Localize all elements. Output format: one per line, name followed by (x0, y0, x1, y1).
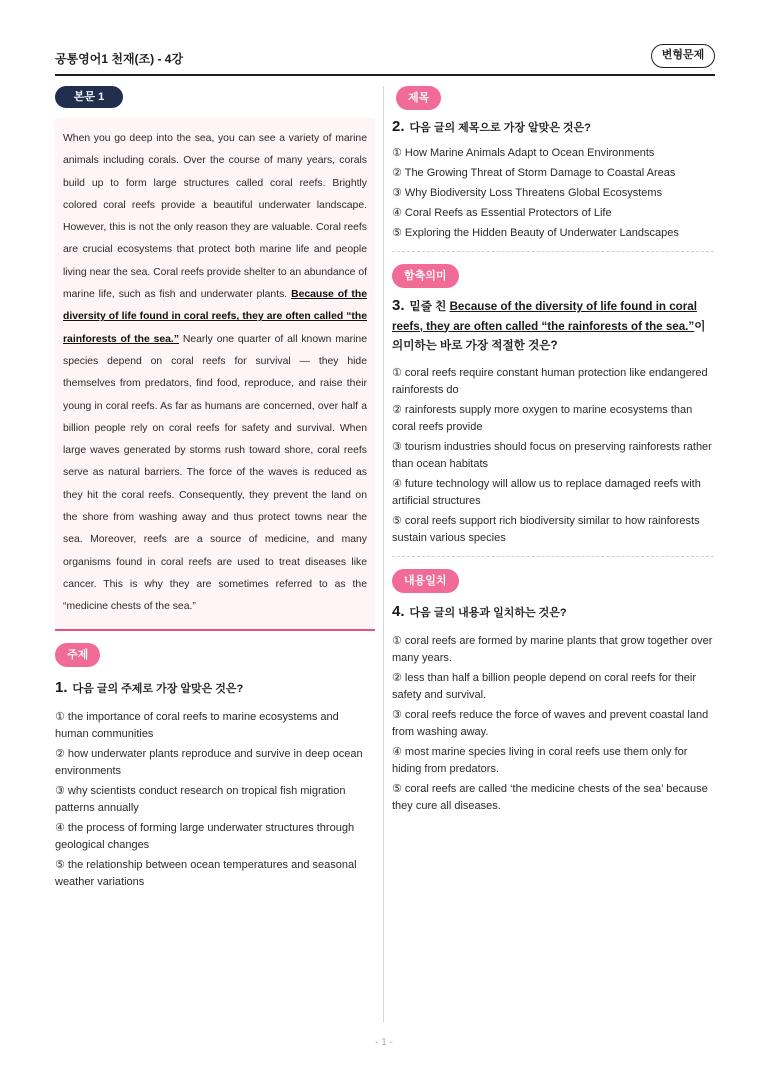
q1-number: 1. (55, 678, 68, 696)
passage-text-after: Nearly one quarter of all known marine species depend on coral reefs for survival — they hide themselves from predators, find food, reproduce, and raise their young in coral reefs. As far as humans are concerned, over half a billion people rely on coral reefs for safety and survival. When large waves generated by storms rush toward shore, coral reefs serve as natural barriers. The force of the waves is reduced as they hit the coral reefs. Consequently, they prevent the land on the shore from washing away and thus protect towns near the sea. Moreover, reefs are a source of medicine, and many organisms found in coral reefs are used to treat diseases like cancer. This is why they are sometimes referred to as the “medicine chests of the sea.” (63, 333, 367, 613)
q3-underlined-sentence: Because of the diversity of life found in coral reefs, they are often called “the rainforests of the sea.” (392, 300, 697, 333)
page-header (55, 44, 715, 76)
q4-prompt: 다음 글의 내용과 일치하는 것은? (409, 606, 567, 619)
q3-option-4[interactable]: ④ future technology will allow us to replace damaged reefs with artificial structures (392, 477, 701, 507)
q4-option-3[interactable]: ③ coral reefs reduce the force of waves and prevent coastal land from washing away. (392, 708, 709, 738)
question-2 (392, 86, 714, 242)
q3-heading (392, 296, 714, 356)
question-type-badge: 변형문제 (651, 44, 715, 68)
q3-option-1[interactable]: ① coral reefs require constant human protection like endangered rainforests do (392, 366, 708, 396)
q1-option-1[interactable]: ① the importance of coral reefs to marine ecosystems and human communities (55, 710, 339, 740)
q4-option-2[interactable]: ② less than half a billion people depend on coral reefs for their safety and survival. (392, 671, 696, 701)
q2-option-3[interactable]: ③ Why Biodiversity Loss Threatens Global Ecosystems (392, 187, 663, 199)
q2-option-5[interactable]: ⑤ Exploring the Hidden Beauty of Underwater Landscapes (392, 227, 679, 239)
q2-prompt: 다음 글의 제목으로 가장 알맞은 것은? (409, 122, 591, 134)
question-4 (392, 569, 714, 815)
q1-heading (55, 678, 375, 699)
column-divider (383, 86, 384, 1022)
q1-option-3[interactable]: ③ why scientists conduct research on tropical fish migration patterns annually (55, 784, 346, 814)
left-column (55, 86, 375, 891)
q2-number: 2. (392, 118, 405, 135)
section-divider (392, 251, 714, 252)
q4-options (392, 633, 714, 815)
q3-option-5[interactable]: ⑤ coral reefs support rich biodiversity similar to how rainforests sustain various species (392, 514, 700, 544)
q3-option-2[interactable]: ② rainforests supply more oxygen to marine ecosystems than coral reefs provide (392, 403, 693, 433)
q3-prompt-pre: 밑줄 친 (409, 300, 450, 313)
right-column (392, 86, 714, 815)
q1-prompt: 다음 글의 주제로 가장 알맞은 것은? (72, 682, 244, 695)
q3-options (392, 365, 714, 547)
question-1 (55, 643, 375, 891)
passage-text (63, 128, 367, 619)
q2-tag: 제목 (396, 86, 441, 110)
q2-option-4[interactable]: ④ Coral Reefs as Essential Protectors of Life (392, 207, 612, 219)
q3-option-3[interactable]: ③ tourism industries should focus on preserving rainforests rather than ocean habitats (392, 440, 712, 470)
q3-number: 3. (392, 297, 405, 314)
passage-box (55, 118, 375, 631)
q4-option-4[interactable]: ④ most marine species living in coral reefs use them only for hiding from predators. (392, 745, 688, 775)
q1-option-4[interactable]: ④ the process of forming large underwater structures through geological changes (55, 821, 355, 851)
q4-option-1[interactable]: ① coral reefs are formed by marine plants that grow together over many years. (392, 634, 713, 664)
q4-number: 4. (392, 602, 405, 620)
section-divider (392, 556, 714, 557)
q4-option-5[interactable]: ⑤ coral reefs are called ‘the medicine chests of the sea’ because they cure all diseases. (392, 782, 708, 812)
q3-prompt-post: 이 의미하는 바로 가장 적절한 것은? (392, 319, 706, 352)
q1-tag: 주제 (55, 643, 100, 667)
document-title: 공통영어1 천재(조) - 4강 (55, 52, 184, 66)
q2-option-2[interactable]: ② The Growing Threat of Storm Damage to Coastal Areas (392, 167, 676, 179)
q2-options (392, 145, 714, 242)
q3-tag: 함축의미 (392, 264, 459, 288)
q4-tag: 내용일치 (392, 569, 459, 593)
passage-highlight: Because of the diversity of life found in coral reefs, they are often called “the rainforests of the sea.” (63, 289, 367, 345)
q1-option-2[interactable]: ② how underwater plants reproduce and survive in deep ocean environments (55, 747, 363, 777)
q2-option-1[interactable]: ① How Marine Animals Adapt to Ocean Environments (392, 147, 655, 159)
passage-text-before: When you go deep into the sea, you can see a variety of marine animals including corals. Over the course of many years, corals build up to form large structures called coral reefs. Brightly colored coral reefs provide a beautiful underwater landscape. However, this is not the only reason they are valuable. Coral reefs are crucial ecosystems that protect both marine life and people living near the sea. Coral reefs provide shelter to an abundance of marine life, such as fish and underwater plants. (63, 133, 367, 301)
passage-label: 본문 1 (55, 86, 123, 108)
page-number: - 1 - (375, 1037, 393, 1048)
q2-heading (392, 117, 714, 138)
q4-heading (392, 602, 714, 623)
question-3 (392, 264, 714, 547)
q1-option-5[interactable]: ⑤ the relationship between ocean temperatures and seasonal weather variations (55, 858, 357, 888)
q1-options (55, 709, 375, 891)
